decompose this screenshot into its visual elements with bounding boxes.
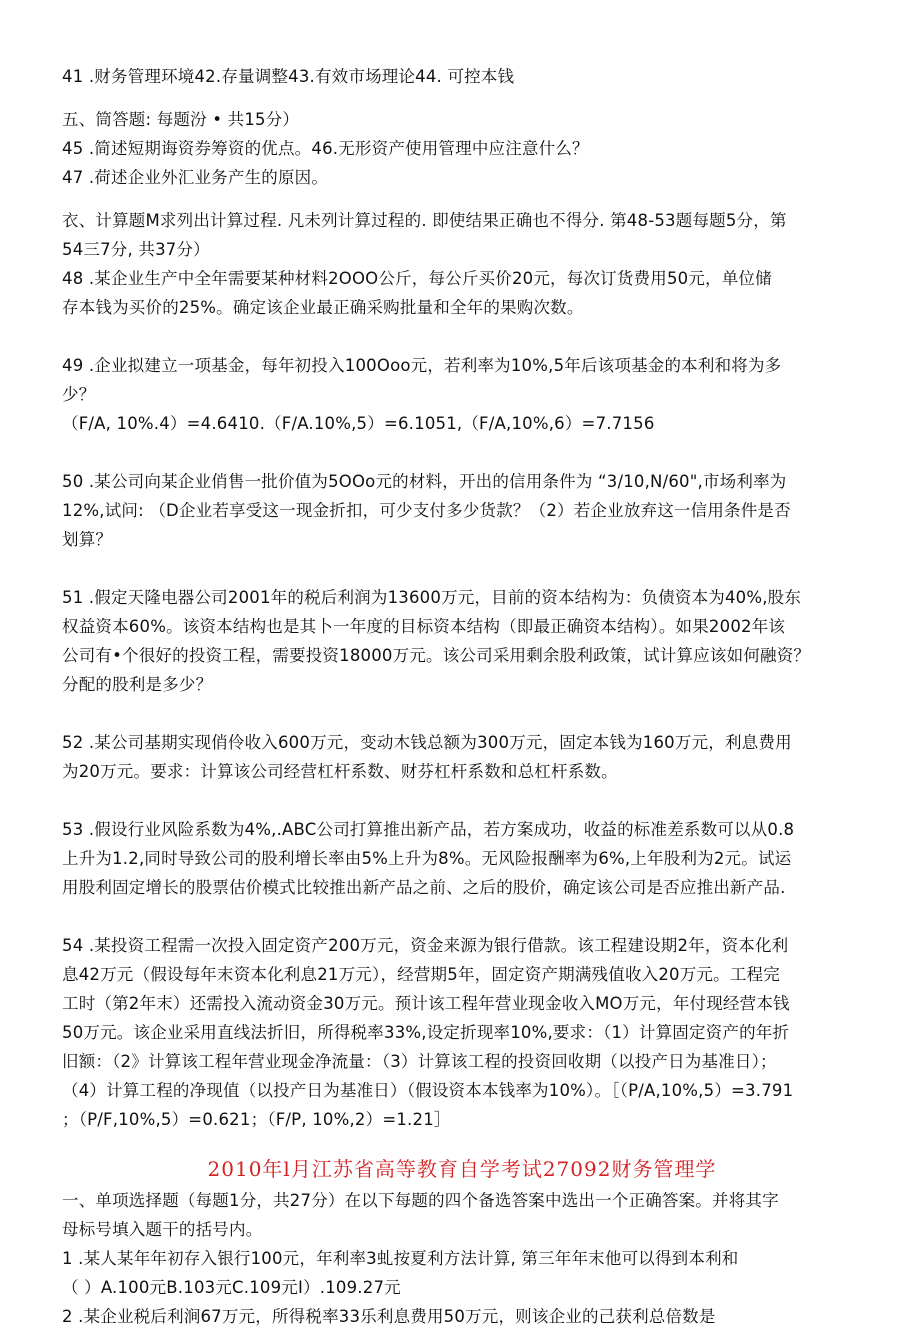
question-54-cont: 息42万元（假设每年末资本化利息21万元），经营期5年，固定资产期满残值收入20万元。工程完 (62, 965, 780, 984)
exam-title: 2010年l月江苏省高等教育自学考试27092财务管理学 (207, 1157, 717, 1181)
question-49: 49 .企业拟建立一项基金，每年初投入100Ooo元，若利率为10%,5年后该项基金的本利和将为多 (62, 356, 782, 375)
question-49-cont: 少？ (62, 385, 96, 404)
calc-heading: 衣、计算题M求列出计算过程. 凡未列计算过程的. 即使结果正确也不得分. 第48-53题每题5分，第 (62, 211, 787, 230)
terms-line: 41 .财务管理环境42.存量调整43.有效市场理论44. 可控本钱 (62, 67, 515, 86)
question-53-end: 用股利固定增长的股票估价模式比较推出新产品之前、之后的股价，确定该公司是否应推出新产品. (62, 878, 786, 897)
question-48: 48 .某企业生产中全年需要某种材料2OOO公斤，每公斤买价20元，每次订货费用50元，单位储 (62, 269, 772, 288)
question-47: 47 .荷述企业外汇业务产生的原因。 (62, 168, 329, 187)
question-51: 51 .假定天隆电器公司2001年的税后利润为13600万元，目前的资本结构为：负债资本为40%,股东 (62, 588, 802, 607)
question-51-end: 分配的股利是多少？ (62, 675, 213, 694)
choice-question-2: 2 .某企业税后利涧67万元，所得税率33乐利息费用50万元，则该企业的己获利总倍数是 (62, 1307, 716, 1326)
question-45: 45 .简述短期诲资券筹资的优点。46.无形资产使用管理中应注意什么？ (62, 139, 589, 158)
question-48-cont: 存本钱为买价的25%。确定该企业最正确采购批量和全年的果购次数。 (62, 298, 584, 317)
document-page (62, 62, 862, 1331)
question-54-cont2: 工时（第2年末）还需投入流动资金30万元。预计该工程年营业现金收入MO万元，年付现经营本钱 (62, 994, 790, 1013)
question-54-cont5: （4）计算工程的净现值（以投产日为基准日）（假设资本本钱率为10%）。［（P/A,10%,5）=3.791 (62, 1081, 794, 1100)
question-52: 52 .某公司基期实现俏伶收入600万元，变动木钱总额为300万元，固定本钱为160万元，利息费用 (62, 733, 792, 752)
single-choice-heading: 一、单项选择题（每题1分，共27分）在以下每题的四个备选答案中选出一个正确答案。并将其字 (62, 1191, 779, 1210)
question-50-cont: 12%,试问: （D企业若享受这一现金折扣，可少支付多少货款？（2）若企业放弃这一信用条件是否 (62, 501, 791, 520)
question-49-factors: （F/A, 10%.4）=4.6410.（F/A.10%,5）=6.1051,（F/A,10%,6）=7.7156 (62, 414, 655, 433)
calc-heading-cont: 54三7分, 共37分） (62, 240, 210, 259)
short-answer-heading: 五、筒答题: 每题汾 • 共15分） (62, 110, 300, 129)
question-50-end: 划算？ (62, 530, 113, 549)
question-54-end: ；（P/F,10%,5）=0.621；（F/P, 10%,2）=1.21］ (62, 1110, 451, 1129)
single-choice-heading-cont: 母标号填入题干的括号内。 (62, 1220, 263, 1239)
question-54-cont3: 50万元。该企业采用直线法折旧，所得税率33%,设定折现率10%,要求：（1）计算固定资产的年折 (62, 1023, 790, 1042)
question-53-cont: 上升为1.2,同时导致公司的股利增长率由5%上升为8%。无风险报酬率为6%,上年股利为2元。试运 (62, 849, 792, 868)
question-52-cont: 为20万元。要求：计算该公司经营杠杆系数、财芬杠杆系数和总杠杆系数。 (62, 762, 618, 781)
question-51-cont: 权益资本60%。该资本结构也是其卜一年度的目标资本结构（即最正确资本结构）。如果2002年该 (62, 617, 786, 636)
question-53: 53 .假设行业风险系数为4%,.ABC公司打算推出新产品，若方案成功，收益的标准差系数可以从0.8 (62, 820, 795, 839)
choice-question-1-options: （ ）A.100元B.103元C.109元I）.109.27元 (62, 1278, 401, 1297)
question-54: 54 .某投资工程需一次投入固定资产200万元，资金来源为银行借款。该工程建设期2年，资本化利 (62, 936, 789, 955)
choice-question-1: 1 .某人某年年初存入银行100元，年利率3虬按夏利方法计算, 第三年年末他可以得到本利和 (62, 1249, 739, 1268)
question-51-cont2: 公司有•个很好的投资工程，需要投资18000万元。该公司采用剩余股利政策，试计算应该如何融资？ (62, 646, 811, 665)
question-50: 50 .某公司向某企业俏售一批价值为5OOo元的材料，开出的信用条件为 “3/10,N/60",市场利率为 (62, 472, 787, 491)
question-54-cont4: 旧额：（2》计算该工程年营业现金净流量：（3）计算该工程的投资回收期（以投产日为基准日）； (62, 1052, 777, 1071)
